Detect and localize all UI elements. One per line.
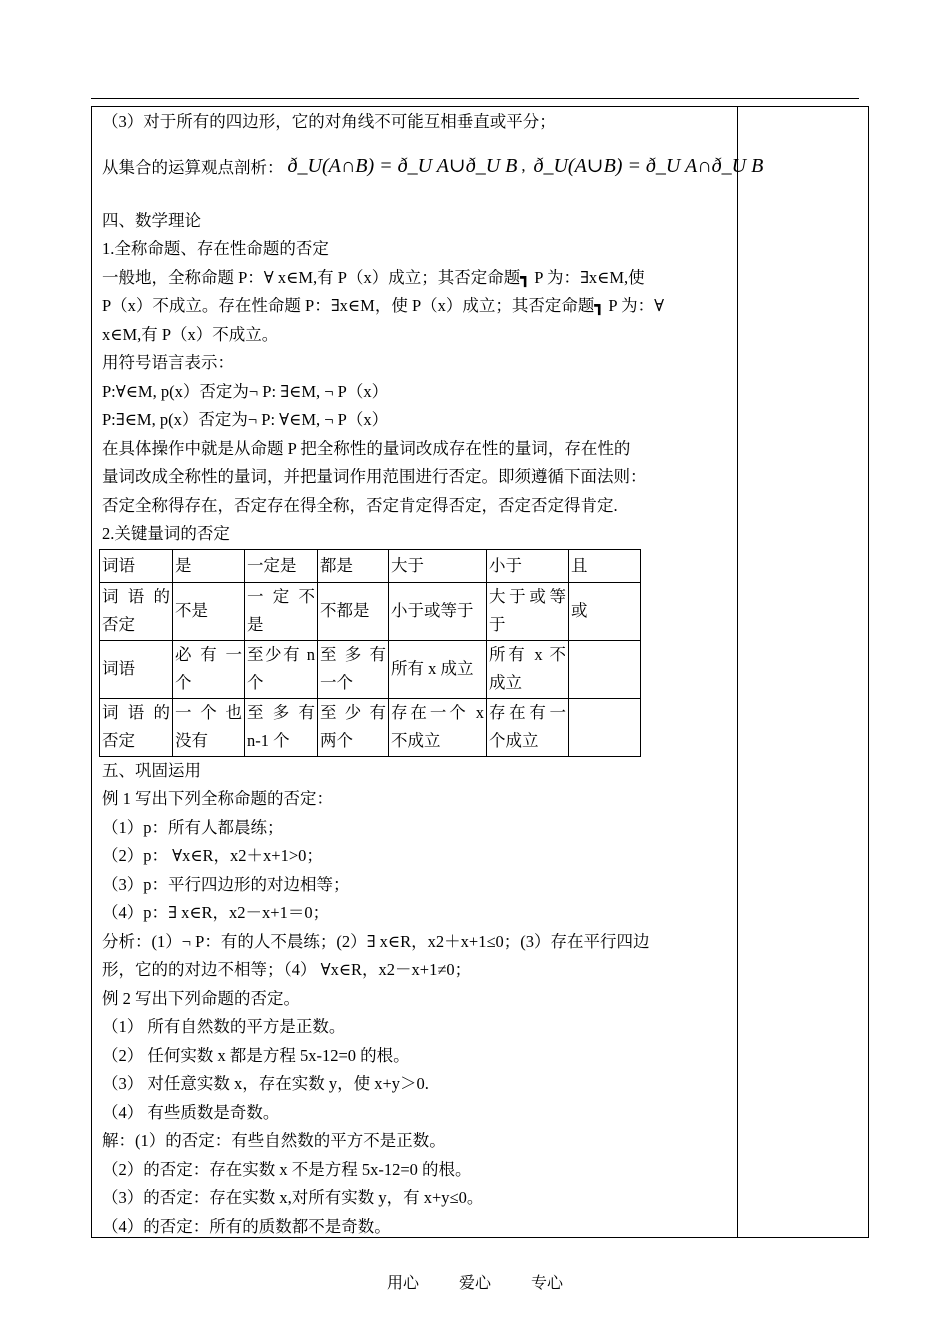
example-item: （4）p：∃ x∈R，x2－x+1＝0； (102, 903, 330, 922)
table-cell: 存在有一个成立 (487, 698, 569, 756)
subsection-heading: 2.关键量词的否定 (102, 524, 230, 543)
example-item: （3） 对任意实数 x，存在实数 y，使 x+y＞0. (102, 1074, 429, 1093)
subsection-heading: 1.全称命题、存在性命题的否定 (102, 239, 329, 258)
paragraph-line: 否定全称得存在，否定存在得全称，否定肯定得否定，否定否定得肯定. (102, 495, 618, 515)
table-cell: 一 个 也没有 (173, 698, 245, 756)
example-item: （2） 任何实数 x 都是方程 5x-12=0 的根。 (102, 1045, 410, 1065)
footer-text: 爱心 (458, 1275, 491, 1292)
table-cell: 都是 (318, 549, 389, 582)
formula-expression-2: ð_U(A∪B) = ð_U A∩ð_U B (533, 155, 764, 177)
section-heading: 四、数学理论 (102, 210, 201, 230)
table-cell: 所有 x 成立 (389, 640, 487, 698)
table-row (100, 549, 641, 582)
table-cell: 不是 (173, 582, 245, 640)
footer-text: 专心 (531, 1275, 564, 1292)
solution-line: （4）的否定：所有的质数都不是奇数。 (102, 1216, 391, 1236)
notes-column-divider (737, 106, 738, 1238)
example-title: 例 2 写出下列命题的否定。 (102, 988, 300, 1008)
paragraph-line: 量词改成全称性的量词，并把量词作用范围进行否定。即须遵循下面法则： (102, 467, 647, 486)
example-item: （1）p：所有人都晨练； (102, 817, 284, 837)
table-cell (569, 640, 641, 698)
table-cell: 且 (569, 549, 641, 582)
paragraph-line: P（x）不成立。存在性命题 P：∃x∈M，使 P（x）成立；其否定命题┓ P 为：∀ (102, 296, 665, 315)
example-item: （3）p：平行四边形的对边相等； (102, 874, 350, 894)
table-cell: 大于 (389, 549, 487, 582)
quantifier-negation-table (99, 549, 641, 757)
solution-line: （2）的否定：存在实数 x 不是方程 5x-12=0 的根。 (102, 1159, 472, 1179)
example-title: 例 1 写出下列全称命题的否定： (102, 789, 333, 808)
table-cell: 一定是 (245, 549, 318, 582)
table-cell (569, 698, 641, 756)
example-item: （1） 所有自然数的平方是正数。 (102, 1017, 346, 1036)
table-row (100, 582, 641, 640)
formula-label: 从集合的运算观点剖析： (102, 157, 284, 177)
table-cell: 词 语 的否定 (100, 698, 173, 756)
table-cell: 大于或等于 (487, 582, 569, 640)
lesson-content (102, 108, 764, 1241)
paragraph-line: 一般地，全称命题 P：∀ x∈M,有 P（x）成立；其否定命题┓ P 为：∃x∈M,使 (102, 267, 645, 287)
table-row (100, 640, 641, 698)
table-cell: 必 有 一个 (173, 640, 245, 698)
table-cell: 词语 (100, 549, 173, 582)
header-rule (91, 98, 859, 99)
set-formula-line (102, 137, 764, 195)
table-cell: 所有 x 不成立 (487, 640, 569, 698)
table-cell: 小于或等于 (389, 582, 487, 640)
formula-expression-1: ð_U(A∩B) = ð_U A∪ð_U B (287, 155, 518, 177)
example-item: （2）p： ∀x∈R，x2＋x+1>0； (102, 846, 323, 865)
symbol-intro: 用符号语言表示： (102, 353, 234, 372)
analysis-line: 形，它的的对边不相等；（4） ∀x∈R，x2－x+1≠0； (102, 960, 472, 979)
table-cell: 词 语 的否定 (100, 582, 173, 640)
footer-text: 用心 (386, 1275, 419, 1292)
table-cell: 小于 (487, 549, 569, 582)
text-line: （3）对于所有的四边形，它的对角线不可能互相垂直或平分； (102, 112, 556, 131)
table-cell: 词语 (100, 640, 173, 698)
symbol-rule-2: P:∃∈M, p(x）否定为¬ P: ∀∈M, ¬ P（x） (102, 410, 389, 429)
analysis-line: 分析：(1）¬ P：有的人不晨练；(2）∃ x∈R，x2＋x+1≤0；(3）存在平行四边 (102, 931, 650, 951)
table-cell: 存在一个 x不成立 (389, 698, 487, 756)
table-cell: 不都是 (318, 582, 389, 640)
table-cell: 至 少 有两个 (318, 698, 389, 756)
solution-line: （3）的否定：存在实数 x,对所有实数 y，有 x+y≤0。 (102, 1188, 484, 1207)
table-cell: 一 定 不是 (245, 582, 318, 640)
table-cell: 或 (569, 582, 641, 640)
paragraph-line: 在具体操作中就是从命题 P 把全称性的量词改成存在性的量词，存在性的 (102, 438, 631, 458)
solution-line: 解：(1）的否定：有些自然数的平方不是正数。 (102, 1131, 446, 1150)
table-cell: 至 多 有n-1 个 (245, 698, 318, 756)
paragraph-line: x∈M,有 P（x）不成立。 (102, 324, 279, 344)
table-cell: 至 多 有一个 (318, 640, 389, 698)
page-footer (0, 1270, 950, 1293)
table-row (100, 698, 641, 756)
section-heading: 五、巩固运用 (102, 760, 201, 780)
formula-separator: , (521, 155, 526, 175)
table-cell: 至少有 n个 (245, 640, 318, 698)
symbol-rule-1: P:∀∈M, p(x）否定为¬ P: ∃∈M, ¬ P（x） (102, 381, 389, 401)
table-cell: 是 (173, 549, 245, 582)
example-item: （4） 有些质数是奇数。 (102, 1102, 280, 1122)
